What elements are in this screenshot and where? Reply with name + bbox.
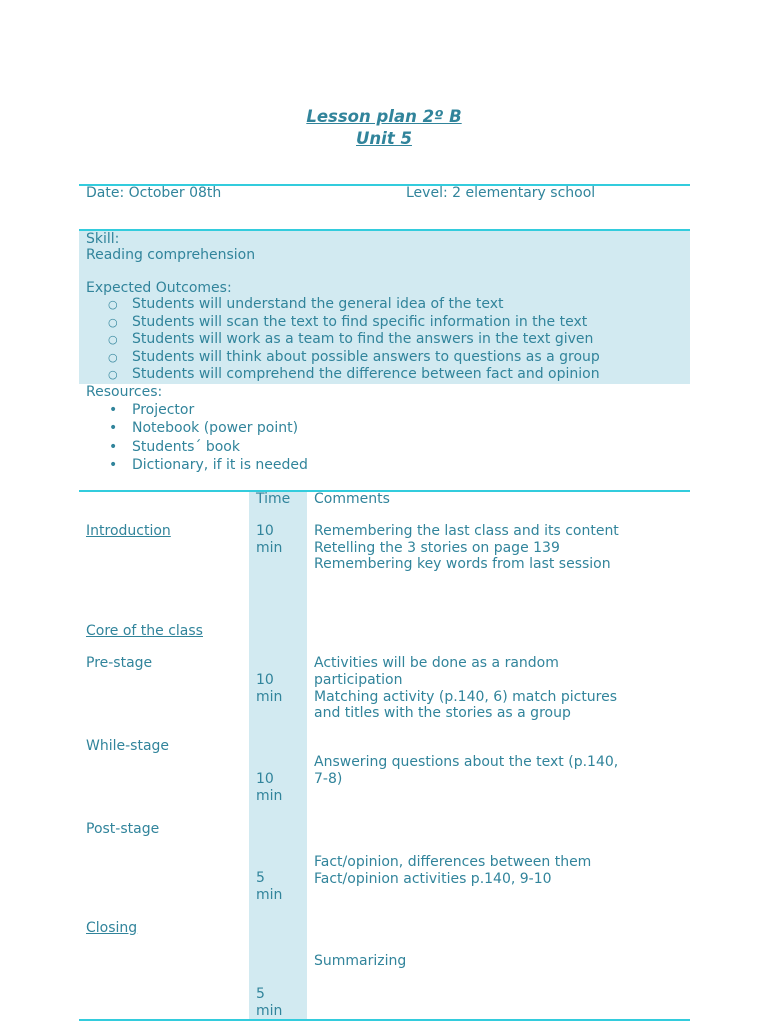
introduction-label: Introduction <box>86 523 171 539</box>
skill-label: Skill: <box>86 231 120 247</box>
comments-header: Comments <box>314 491 390 507</box>
skill-value: Reading comprehension <box>86 247 256 263</box>
post-stage-time: 5 <box>256 870 265 886</box>
list-item: ○ Students will scan the text to find specific information in the text <box>108 313 588 330</box>
list-item: • Dictionary, if it is needed <box>109 456 308 473</box>
post-stage-comment: Fact/opinion, differences between them <box>314 854 592 870</box>
list-item: • Notebook (power point) <box>109 420 299 437</box>
pre-stage-comment: participation <box>314 672 403 688</box>
pre-stage-label: Pre-stage <box>86 655 153 671</box>
page-title: Lesson plan 2º B <box>306 107 462 126</box>
list-item: ○ Students will comprehend the difference between fact and opinion <box>108 366 600 382</box>
pre-stage-time-unit: min <box>256 689 283 705</box>
closing-comment: Summarizing <box>314 953 407 969</box>
date-text: Date: October 08th <box>86 185 222 201</box>
circle-bullet-icon: ○ <box>108 315 118 329</box>
closing-label: Closing <box>86 920 138 936</box>
list-item: • Students´ book <box>109 438 240 455</box>
outcomes-label: Expected Outcomes: <box>86 280 232 296</box>
core-label: Core of the class <box>86 623 203 639</box>
post-stage-label: Post-stage <box>86 821 160 837</box>
post-stage-comment: Fact/opinion activities p.140, 9-10 <box>314 871 552 887</box>
resources-label: Resources: <box>86 384 163 400</box>
circle-bullet-icon: ○ <box>108 350 118 364</box>
pre-stage-comment: and titles with the stories as a group <box>314 705 571 721</box>
page-subtitle: Unit 5 <box>356 129 412 148</box>
circle-bullet-icon: ○ <box>108 298 118 311</box>
resources-list <box>79 401 308 474</box>
time-column <box>249 492 307 1019</box>
pre-stage-comment: Matching activity (p.140, 6) match pictures <box>314 689 618 705</box>
circle-bullet-icon: ○ <box>108 368 118 381</box>
outcomes-list <box>79 296 600 384</box>
circle-bullet-icon: ○ <box>108 333 118 346</box>
level-text: Level: 2 elementary school <box>406 185 596 201</box>
list-item: ○ Students will work as a team to find the answers in the text given <box>108 331 594 347</box>
bullet-icon: • <box>109 456 118 473</box>
introduction-time: 10 <box>256 523 274 539</box>
introduction-comment: Remembering key words from last session <box>314 556 611 572</box>
pre-stage-time: 10 <box>256 672 274 688</box>
introduction-comment: Remembering the last class and its content <box>314 523 619 539</box>
while-stage-time: 10 <box>256 771 274 787</box>
bullet-icon: • <box>109 402 118 418</box>
list-item: • Projector <box>109 402 195 418</box>
while-stage-comment: 7-8) <box>314 771 343 787</box>
list-item: ○ Students will understand the general idea of the text <box>108 296 504 312</box>
time-header: Time <box>256 491 291 507</box>
closing-time-unit: min <box>256 1003 283 1019</box>
pre-stage-comment: Activities will be done as a random <box>314 655 559 671</box>
introduction-time-unit: min <box>256 540 283 556</box>
bullet-icon: • <box>109 438 118 455</box>
list-item: ○ Students will think about possible answers to questions as a group <box>108 348 600 365</box>
divider <box>79 1019 690 1021</box>
introduction-comment: Retelling the 3 stories on page 139 <box>314 540 560 556</box>
bullet-icon: • <box>109 420 118 437</box>
closing-time: 5 <box>256 986 265 1002</box>
while-stage-time-unit: min <box>256 788 283 804</box>
post-stage-time-unit: min <box>256 887 283 903</box>
while-stage-label: While-stage <box>86 738 170 754</box>
while-stage-comment: Answering questions about the text (p.140, <box>314 754 619 770</box>
